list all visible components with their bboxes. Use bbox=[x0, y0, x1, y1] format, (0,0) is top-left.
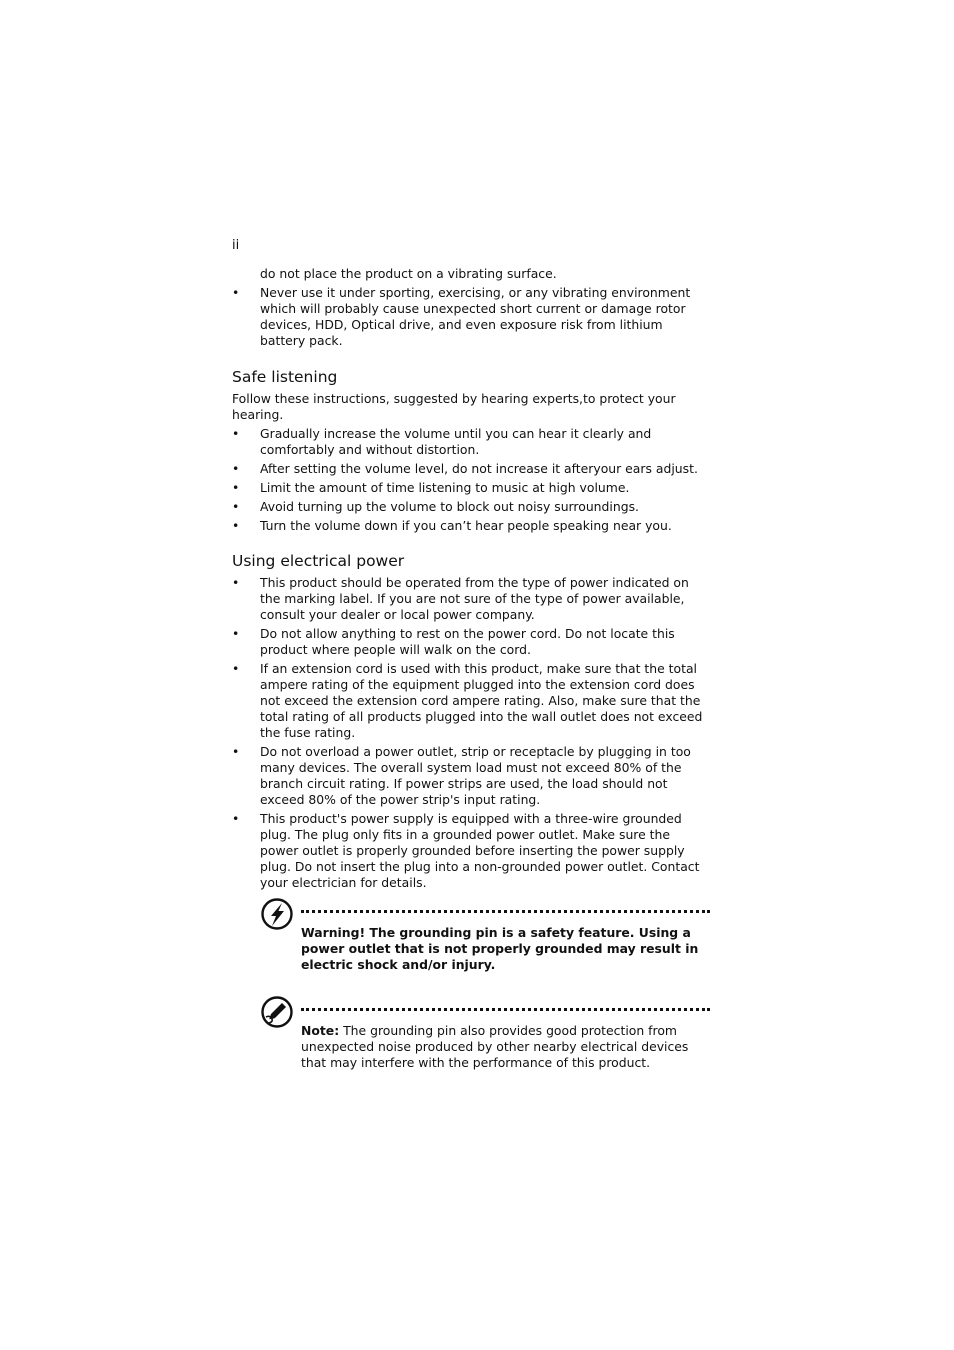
list-item bbox=[232, 744, 710, 808]
page-number: ii bbox=[232, 238, 240, 253]
note-label: Note: bbox=[301, 1023, 340, 1038]
list-item-text: Never use it under sporting, exercising, or any vibrating environment which will probably cause unexpected short current or damage rotor devices, HDD, Optical drive, and even exposure risk from lithium battery pack. bbox=[260, 285, 691, 348]
electrical-power-section bbox=[232, 551, 710, 1071]
bullet-marker: • bbox=[232, 661, 240, 676]
list-item-text: This product should be operated from the type of power indicated on the marking label. If you are not sure of the type of power available, consult your dealer or local power company. bbox=[260, 575, 689, 622]
list-item bbox=[232, 285, 710, 349]
dotted-divider bbox=[301, 910, 710, 913]
bullet-marker: • bbox=[232, 744, 240, 759]
list-item bbox=[232, 499, 710, 515]
list-item bbox=[232, 426, 710, 458]
bullet-marker: • bbox=[232, 426, 240, 441]
bullet-marker: • bbox=[232, 499, 240, 514]
list-item-text: If an extension cord is used with this product, make sure that the total ampere rating of the equipment plugged into the extension cord does not exceed the extension cord ampere rating. Also, make sure that the total rating of all products plugged into the wall outlet does not exceed the fuse rating. bbox=[260, 661, 703, 740]
warning-lightning-icon bbox=[260, 897, 294, 931]
bullet-marker: • bbox=[232, 518, 240, 533]
list-item-text: Turn the volume down if you can’t hear people speaking near you. bbox=[260, 518, 672, 533]
list-item-text: After setting the volume level, do not increase it afteryour ears adjust. bbox=[260, 461, 698, 476]
section-heading: Using electrical power bbox=[232, 552, 405, 570]
bullet-marker: • bbox=[232, 811, 240, 826]
safe-listening-list bbox=[232, 426, 710, 534]
list-item bbox=[232, 575, 710, 623]
list-item bbox=[232, 661, 710, 741]
list-item-text: Avoid turning up the volume to block out noisy surroundings. bbox=[260, 499, 639, 514]
bullet-marker: • bbox=[232, 285, 240, 300]
note-text bbox=[301, 1023, 710, 1071]
bullet-marker: • bbox=[232, 480, 240, 495]
list-item bbox=[232, 461, 710, 477]
safe-listening-section bbox=[232, 367, 710, 534]
list-item-text: This product's power supply is equipped with a three-wire grounded plug. The plug only fits in a grounded power outlet. Make sure the power outlet is properly grounded before inserting the power supply plug. Do not insert the plug into a non-grounded power outlet. Contact your electrician for details. bbox=[260, 811, 700, 890]
list-item-text: Gradually increase the volume until you can hear it clearly and comfortably and without distortion. bbox=[260, 426, 652, 457]
warning-text: Warning! The grounding pin is a safety feature. Using a power outlet that is not properly grounded may result in electric shock and/or injury. bbox=[301, 925, 699, 972]
continued-paragraph: do not place the product on a vibrating surface. bbox=[260, 266, 557, 281]
warning-callout bbox=[260, 897, 710, 973]
electrical-power-list bbox=[232, 575, 710, 891]
section-heading: Safe listening bbox=[232, 368, 338, 386]
note-body: The grounding pin also provides good protection from unexpected noise produced by other nearby electrical devices that may interfere with the performance of this product. bbox=[301, 1023, 689, 1070]
bullet-marker: • bbox=[232, 461, 240, 476]
list-item-text: Do not allow anything to rest on the power cord. Do not locate this product where people will walk on the cord. bbox=[260, 626, 675, 657]
list-item bbox=[232, 480, 710, 496]
bullet-marker: • bbox=[232, 575, 240, 590]
section-intro: Follow these instructions, suggested by hearing experts,to protect your hearing. bbox=[232, 391, 676, 422]
page-content bbox=[232, 266, 710, 1071]
list-item-text: Limit the amount of time listening to music at high volume. bbox=[260, 480, 630, 495]
dotted-divider bbox=[301, 1008, 710, 1011]
continued-bullet-list bbox=[232, 285, 710, 349]
list-item bbox=[232, 811, 710, 891]
note-callout bbox=[260, 995, 710, 1071]
list-item-text: Do not overload a power outlet, strip or receptacle by plugging in too many devices. The overall system load must not exceed 80% of the branch circuit rating. If power strips are used, the load should not exceed 80% of the power strip's input rating. bbox=[260, 744, 691, 807]
list-item bbox=[232, 518, 710, 534]
note-pencil-icon bbox=[260, 995, 294, 1029]
list-item bbox=[232, 626, 710, 658]
bullet-marker: • bbox=[232, 626, 240, 641]
